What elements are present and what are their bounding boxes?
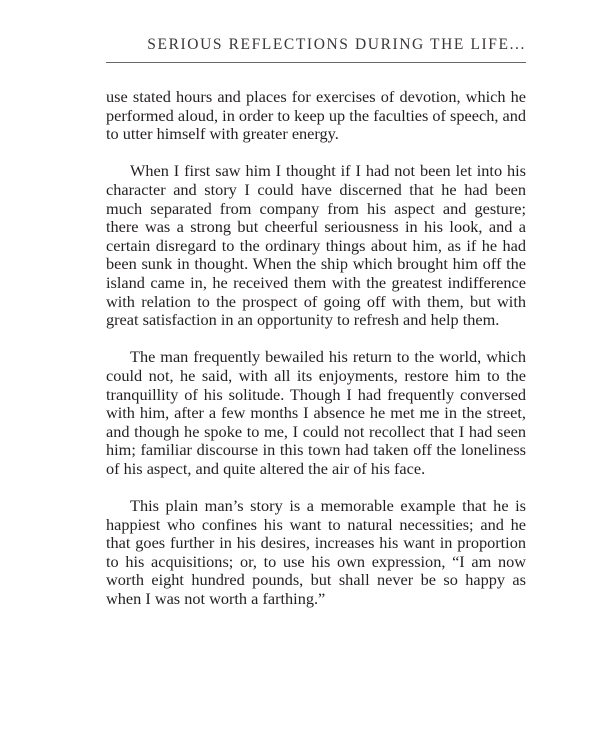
- body-text: [106, 88, 526, 627]
- paragraph: This plain man’s story is a memorable example that he is happiest who confines his want to natural necessities; and he that goes further in his desires, increases his want in proportion to his acquisitions; or, to use his own expression, “I am now worth eight hundred pounds, but shall never be so happy as when I was not worth a farthing.”: [106, 496, 526, 609]
- paragraph-continued: use stated hours and places for exercises of devotion, which he performed aloud, in order to keep up the faculties of speech, and to utter himself with greater energy.: [106, 87, 526, 144]
- paragraph: The man frequently bewailed his return to the world, which could not, he said, with all its enjoyments, restore him to the tranquillity of his solitude. Though I had frequently conversed with him, after a few months I absence he met me in the street, and though he spoke to me, I could not recollect that I had seen him; familiar discourse in this town had taken off the loneliness of his aspect, and quite altered the air of his face.: [106, 347, 526, 478]
- running-head: SERIOUS REFLECTIONS DURING THE LIFE...: [147, 36, 526, 53]
- paragraph: When I first saw him I thought if I had not been let into his character and story I could have discerned that he had been much separated from company from his aspect and gesture; there was a strong but cheerful seriousness in his look, and a certain disregard to the ordinary things about him, as if he had been sunk in thought. When the ship which brought him off the island came in, he received them with the greatest indifference with relation to the prospect of going off with them, but with great satisfaction in an opportunity to refresh and help them.: [106, 161, 526, 330]
- header-rule: [106, 62, 526, 63]
